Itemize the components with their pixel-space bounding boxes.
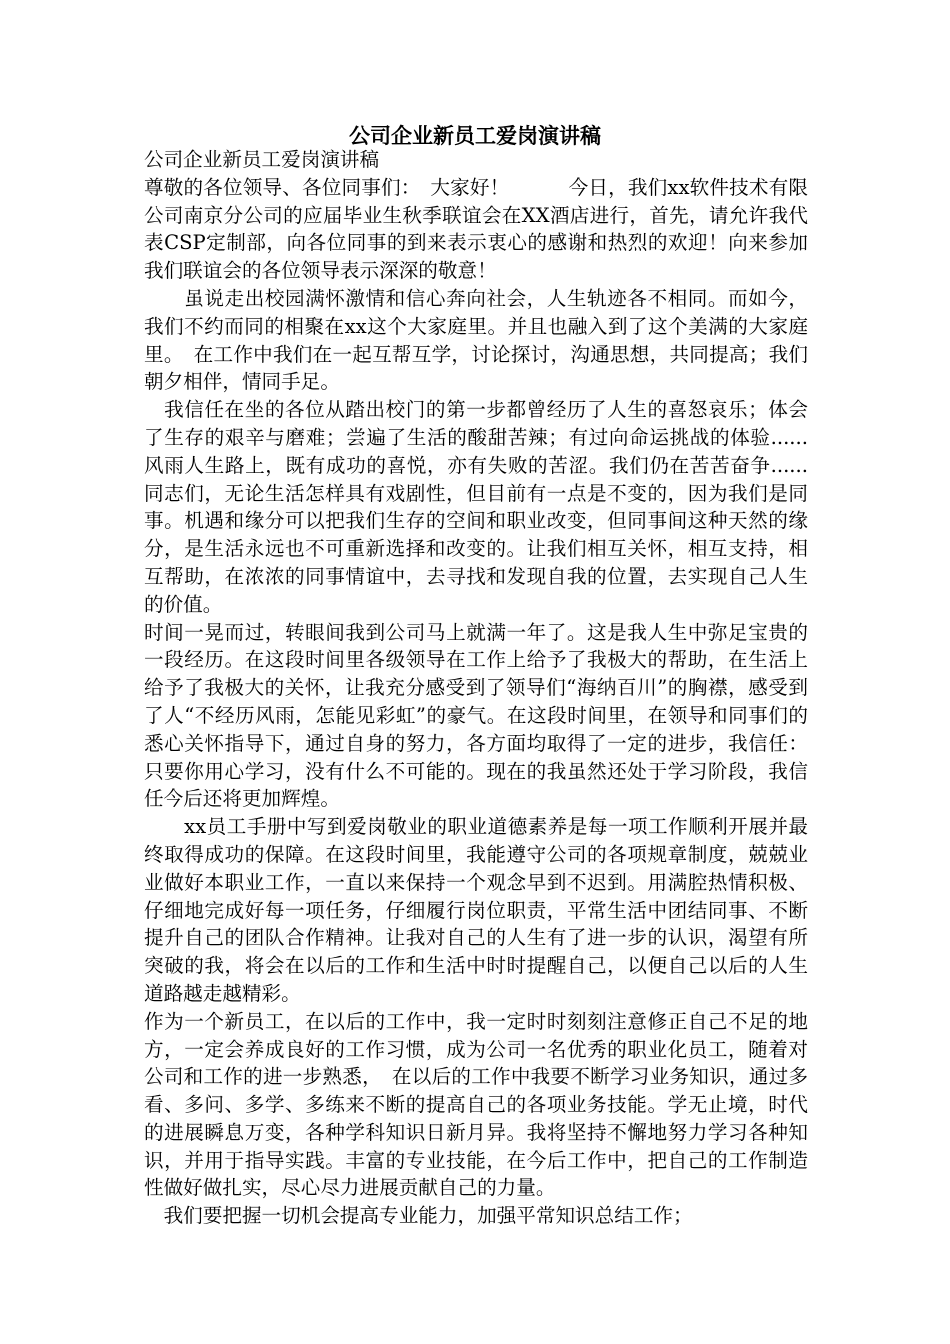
paragraph: 虽说走出校园满怀激情和信心奔向社会，人生轨迹各不相同。而如今，我们不约而同的相聚在xx这个大家庭里。并且也融入到了这个美满的大家庭里。 在工作中我们在一起互帮互学，讨论探讨，沟通思想，共同提高；我们朝夕相伴，情同手足。	[144, 286, 808, 394]
paragraph-subtitle: 公司企业新员工爱岗演讲稿	[144, 148, 380, 171]
document-body	[144, 146, 808, 1230]
paragraph: 作为一个新员工，在以后的工作中，我一定时时刻刻注意修正自己不足的地方，一定会养成良好的工作习惯，成为公司一名优秀的职业化员工，随着对公司和工作的进一步熟悉， 在以后的工作中我要不断学习业务知识，通过多看、多问、多学、多练来不断的提高自己的各项业务技能。学无止境，时代的进展瞬息万变，各种学科知识日新月异。我将坚持不懈地努力学习各种知识，并用于指导实践。丰富的专业技能，在今后工作中，把自己的工作制造性做好做扎实，尽心尽力进展贡献自己的力量。	[144, 1009, 808, 1200]
paragraph: xx员工手册中写到爱岗敬业的职业道德素养是每一项工作顺利开展并最终取得成功的保障。在这段时间里，我能遵守公司的各项规章制度，兢兢业业做好本职业工作，一直以来保持一个观念早到不迟到。用满腔热情积极、仔细地完成好每一项任务，仔细履行岗位职责，平常生活中团结同事、不断提升自己的团队合作精神。让我对自己的人生有了进一步的认识，渴望有所突破的我，将会在以后的工作和生活中时时提醒自己，以便自己以后的人生道路越走越精彩。	[144, 815, 808, 1005]
document-title: 公司企业新员工爱岗演讲稿	[349, 124, 601, 148]
paragraph: 我信任在坐的各位从踏出校门的第一步都曾经历了人生的喜怒哀乐；体会了生存的艰辛与磨难；尝遍了生活的酸甜苦辣；有过向命运挑战的体验......风雨人生路上，既有成功的喜悦，亦有失败的苦涩。我们仍在苦苦奋争......同志们，无论生活怎样具有戏剧性，但目前有一点是不变的，因为我们是同事。机遇和缘分可以把我们生存的空间和职业改变，但同事间这种天然的缘分，是生活永远也不可重新选择和改变的。让我们相互关怀，相互支持，相互帮助，在浓浓的同事情谊中，去寻找和发现自我的位置，去实现自己人生的价值。	[144, 398, 808, 616]
paragraph-greeting: 尊敬的各位领导、各位同事们： 大家好！ 今日，我们xx软件技术有限公司南京分公司的应届毕业生秋季联谊会在XX酒店进行，首先，请允许我代表CSP定制部，向各位同事的到来表示衷心的感谢和热烈的欢迎！向来参加我们联谊会的各位领导表示深深的敬意！	[144, 175, 808, 283]
paragraph: 我们要把握一切机会提高专业能力，加强平常知识总结工作；	[144, 1204, 693, 1228]
paragraph: 时间一晃而过，转眼间我到公司马上就满一年了。这是我人生中弥足宝贵的一段经历。在这段时间里各级领导在工作上给予了我极大的帮助，在生活上给予了我极大的关怀，让我充分感受到了领导们“海纳百川”的胸襟，感受到了人“不经历风雨，怎能见彩虹”的豪气。在这段时间里，在领导和同事们的悉心关怀指导下，通过自身的努力，各方面均取得了一定的进步，我信任：只要你用心学习，没有什么不可能的。现在的我虽然还处于学习阶段，我信任今后还将更加辉煌。	[144, 620, 808, 811]
